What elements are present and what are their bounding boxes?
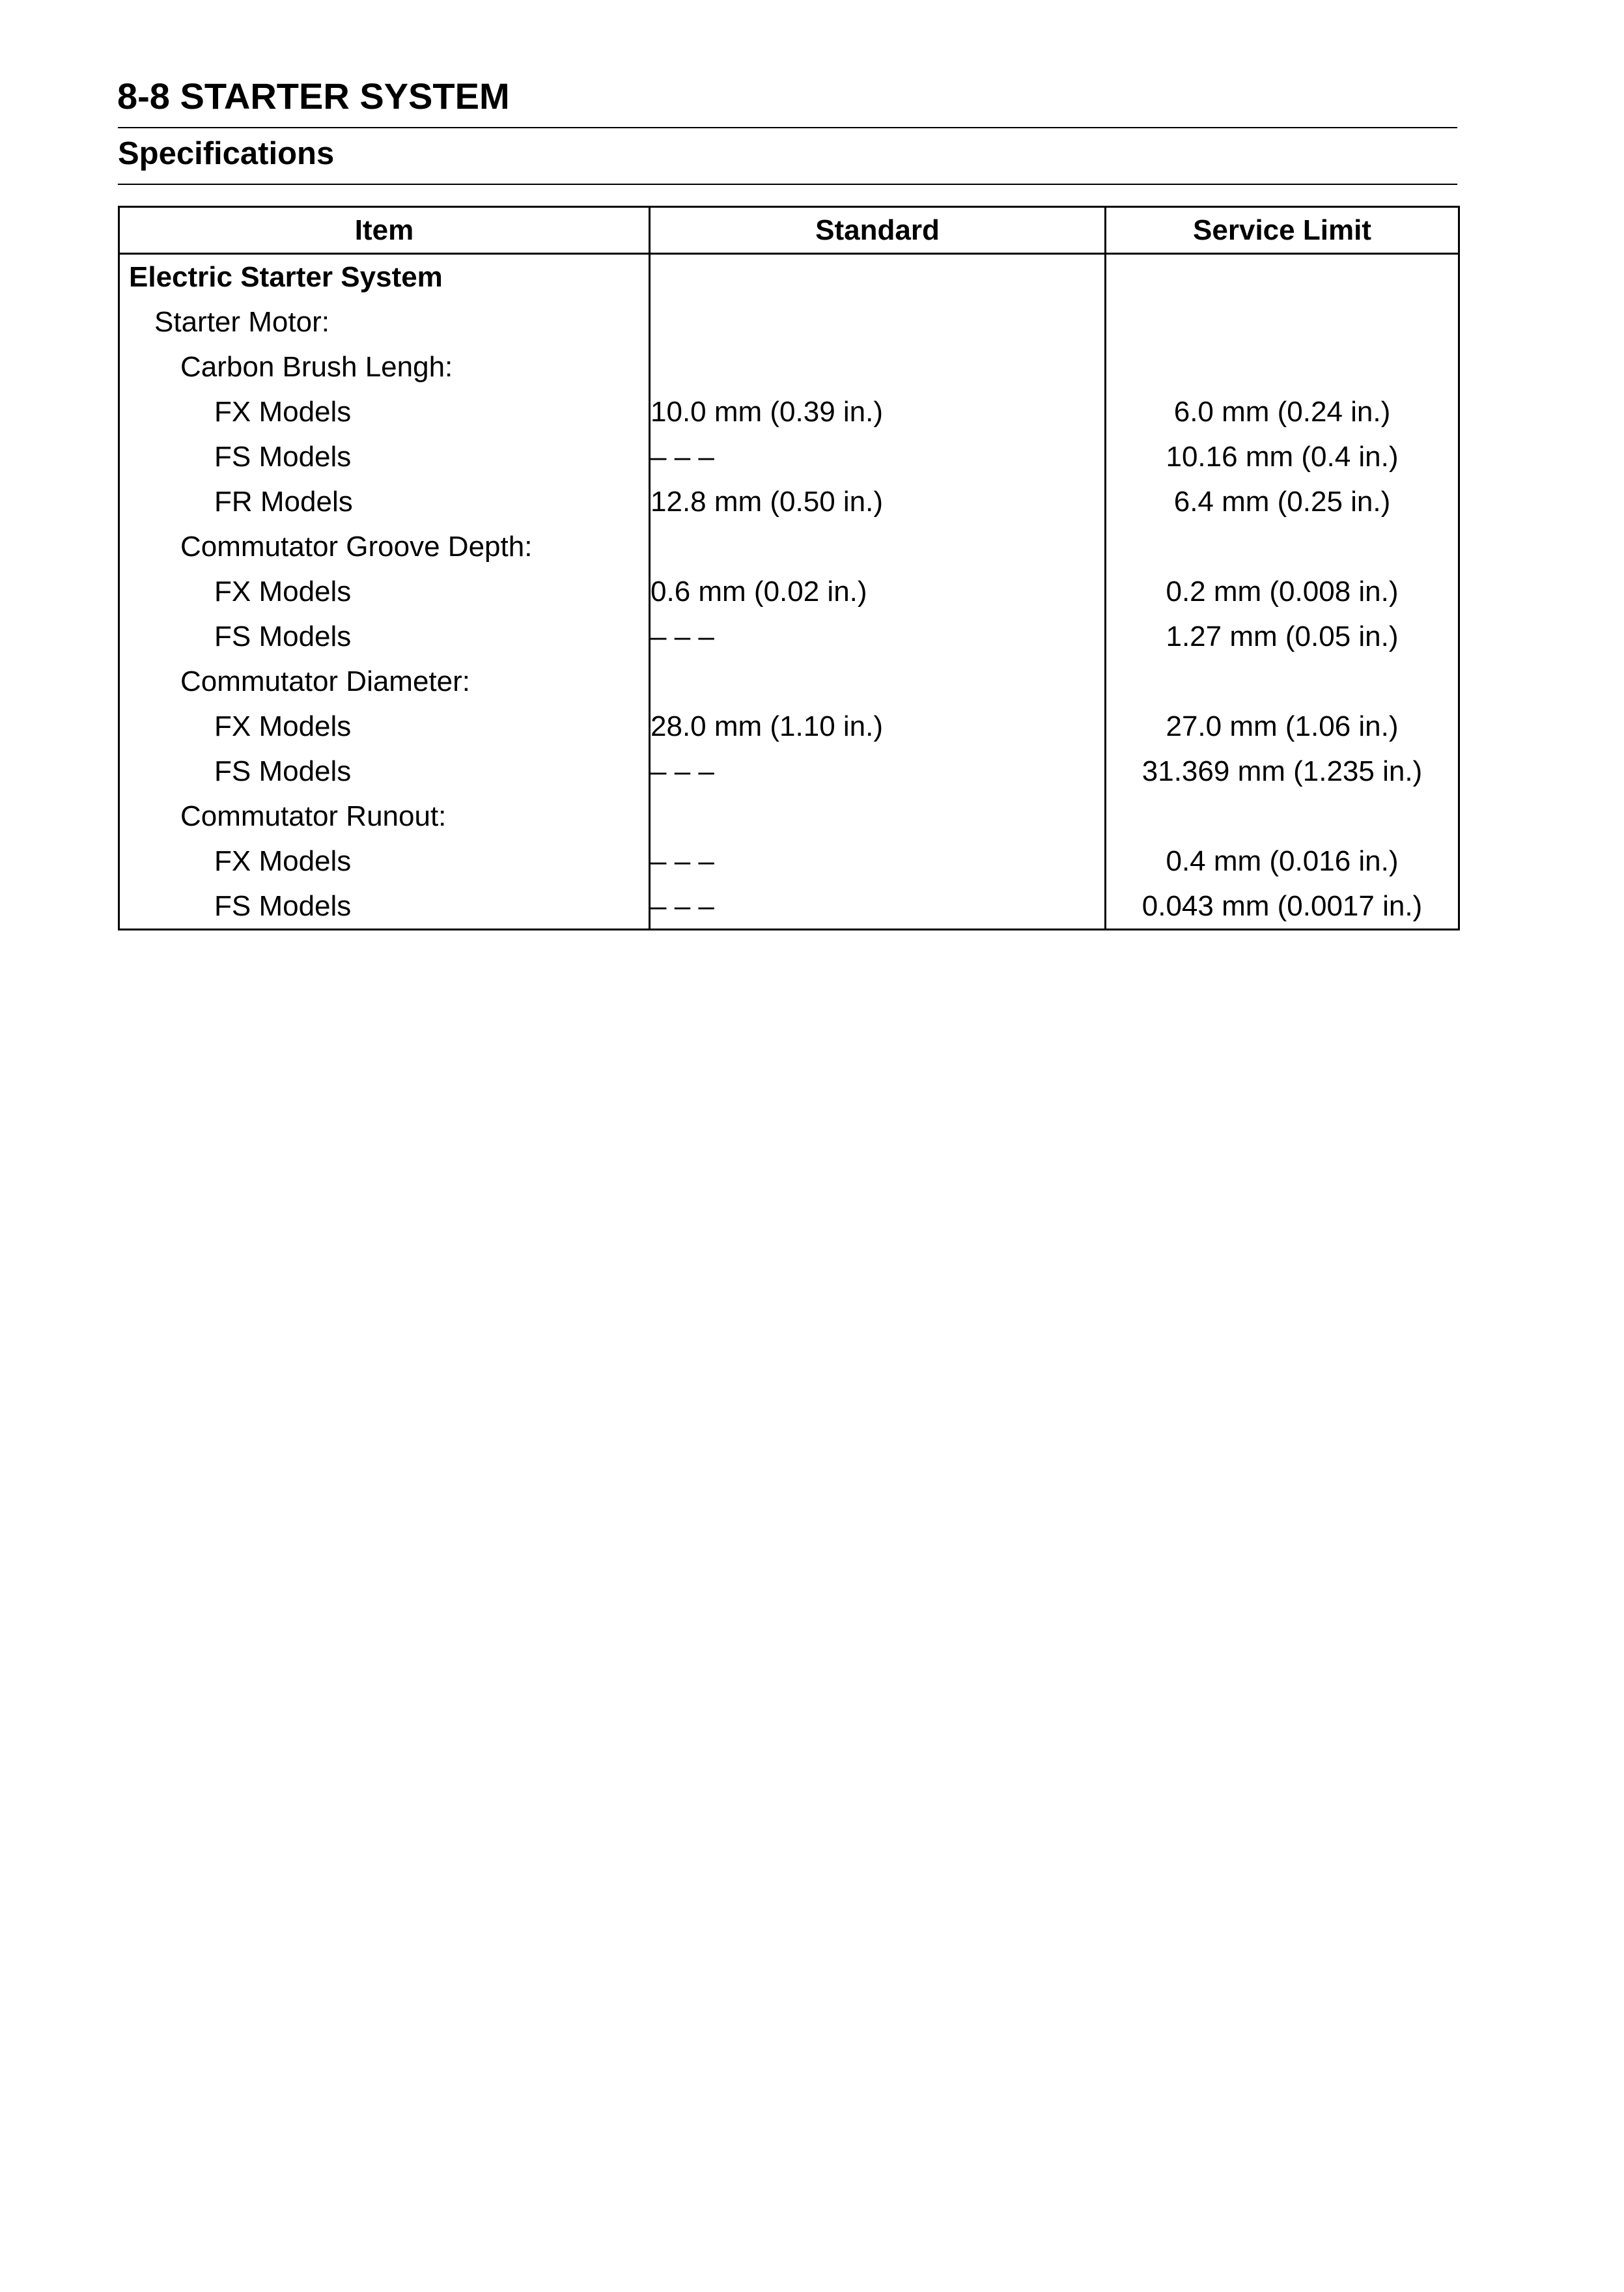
standard-cell: – – – [650,434,1106,479]
service-limit-cell: 1.27 mm (0.05 in.) [1106,614,1459,659]
item-cell: FX Models [119,839,650,884]
standard-cell [650,524,1106,569]
standard-cell: – – – [650,839,1106,884]
standard-cell [650,659,1106,704]
standard-cell: 10.0 mm (0.39 in.) [650,389,1106,434]
service-limit-cell [1106,254,1459,300]
table-header-row [119,207,1459,254]
item-cell: Starter Motor: [119,300,650,344]
table-row [119,300,1459,344]
item-cell: FX Models [119,389,650,434]
service-limit-cell: 27.0 mm (1.06 in.) [1106,704,1459,749]
service-limit-cell [1106,300,1459,344]
standard-cell: – – – [650,614,1106,659]
item-cell: Commutator Groove Depth: [119,524,650,569]
item-cell: FX Models [119,569,650,614]
service-limit-cell: 0.4 mm (0.016 in.) [1106,839,1459,884]
header-standard: Standard [650,207,1106,254]
table-row [119,749,1459,794]
specifications-table [118,206,1460,930]
standard-cell: – – – [650,749,1106,794]
standard-cell: – – – [650,884,1106,930]
table-row [119,839,1459,884]
standard-cell [650,344,1106,389]
item-cell: FS Models [119,614,650,659]
item-cell: FR Models [119,479,650,524]
item-cell: Carbon Brush Lengh: [119,344,650,389]
table-body [119,254,1459,930]
service-limit-cell [1106,344,1459,389]
service-limit-cell: 6.0 mm (0.24 in.) [1106,389,1459,434]
service-limit-cell: 0.2 mm (0.008 in.) [1106,569,1459,614]
service-limit-cell [1106,524,1459,569]
service-limit-cell: 6.4 mm (0.25 in.) [1106,479,1459,524]
section-title: Specifications [118,136,335,171]
table-row [119,434,1459,479]
item-cell: FX Models [119,704,650,749]
table-row [119,659,1459,704]
section-rule [118,184,1457,185]
table-row [119,344,1459,389]
service-limit-cell: 10.16 mm (0.4 in.) [1106,434,1459,479]
service-limit-cell [1106,794,1459,839]
table-row [119,614,1459,659]
table-row [119,569,1459,614]
table-row [119,479,1459,524]
header-service-limit: Service Limit [1106,207,1459,254]
standard-cell [650,254,1106,300]
service-limit-cell: 0.043 mm (0.0017 in.) [1106,884,1459,930]
standard-cell [650,300,1106,344]
item-cell: Commutator Runout: [119,794,650,839]
header-item: Item [119,207,650,254]
service-limit-cell [1106,659,1459,704]
standard-cell [650,794,1106,839]
page-title: 8-8 STARTER SYSTEM [117,76,510,117]
item-cell: FS Models [119,884,650,930]
table-row [119,389,1459,434]
item-cell: FS Models [119,434,650,479]
table-row [119,254,1459,300]
standard-cell: 0.6 mm (0.02 in.) [650,569,1106,614]
item-cell: FS Models [119,749,650,794]
item-cell: Electric Starter System [119,254,650,300]
table-row [119,884,1459,930]
table-row [119,524,1459,569]
service-limit-cell: 31.369 mm (1.235 in.) [1106,749,1459,794]
table-row [119,794,1459,839]
item-cell: Commutator Diameter: [119,659,650,704]
table-row [119,704,1459,749]
standard-cell: 12.8 mm (0.50 in.) [650,479,1106,524]
standard-cell: 28.0 mm (1.10 in.) [650,704,1106,749]
